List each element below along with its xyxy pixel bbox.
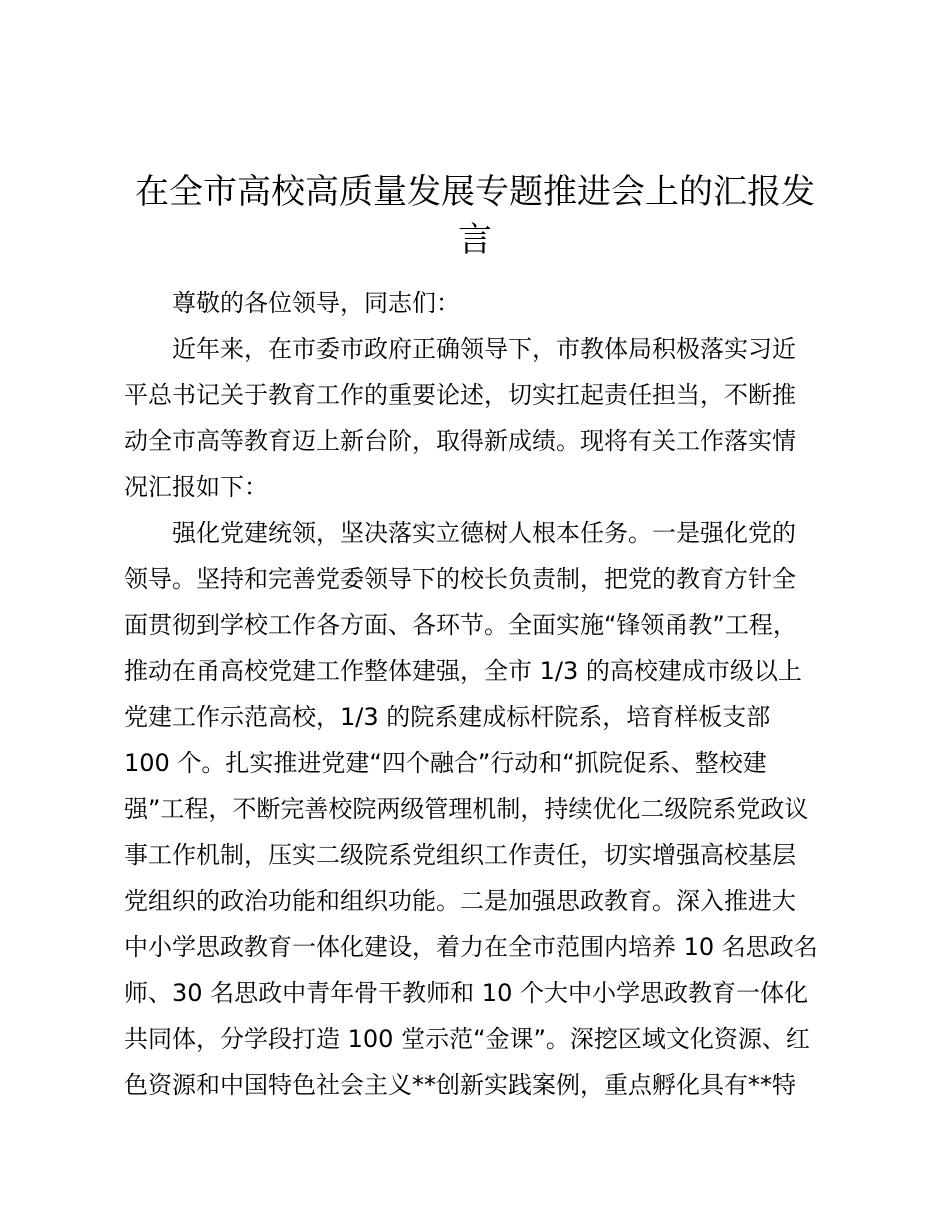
body-line: 共同体，分学段打造 100 堂示范“金课”。深挖区域文化资源、红 bbox=[124, 1025, 810, 1053]
body-line: 近年来，在市委市政府正确领导下，市教体局积极落实习近 bbox=[172, 335, 796, 363]
body-line: 况汇报如下： bbox=[124, 473, 268, 501]
document-title-line-2: 言 bbox=[458, 220, 492, 260]
body-line: 党建工作示范高校，1/3 的院系建成标杆院系，培育样板支部 bbox=[124, 703, 771, 731]
body-line: 强”工程，不断完善校院两级管理机制，持续优化二级院系党政议 bbox=[124, 795, 809, 823]
body-line: 中小学思政教育一体化建设，着力在全市范围内培养 10 名思政名 bbox=[124, 933, 818, 961]
body-line: 色资源和中国特色社会主义**创新实践案例，重点孵化具有**特 bbox=[124, 1071, 796, 1099]
salutation: 尊敬的各位领导，同志们： bbox=[172, 289, 460, 317]
body-line: 强化党建统领，坚决落实立德树人根本任务。一是强化党的 bbox=[172, 519, 796, 547]
body-line: 平总书记关于教育工作的重要论述，切实扛起责任担当，不断推 bbox=[124, 381, 796, 409]
body-line: 推动在甬高校党建工作整体建强，全市 1/3 的高校建成市级以上 bbox=[124, 657, 802, 685]
body-line: 动全市高等教育迈上新台阶，取得新成绩。现将有关工作落实情 bbox=[124, 427, 796, 455]
body-line: 事工作机制，压实二级院系党组织工作责任，切实增强高校基层 bbox=[124, 841, 796, 869]
document-title-line-1: 在全市高校高质量发展专题推进会上的汇报发 bbox=[135, 172, 815, 212]
body-line: 100 个。扎实推进党建“四个融合”行动和“抓院促系、整校建 bbox=[124, 749, 767, 777]
body-line: 领导。坚持和完善党委领导下的校长负责制，把党的教育方针全 bbox=[124, 565, 796, 593]
body-line: 面贯彻到学校工作各方面、各环节。全面实施“锋领甬教”工程， bbox=[124, 611, 797, 639]
body-line: 师、30 名思政中青年骨干教师和 10 个大中小学思政教育一体化 bbox=[124, 979, 808, 1007]
body-line: 党组织的政治功能和组织功能。二是加强思政教育。深入推进大 bbox=[124, 887, 796, 915]
